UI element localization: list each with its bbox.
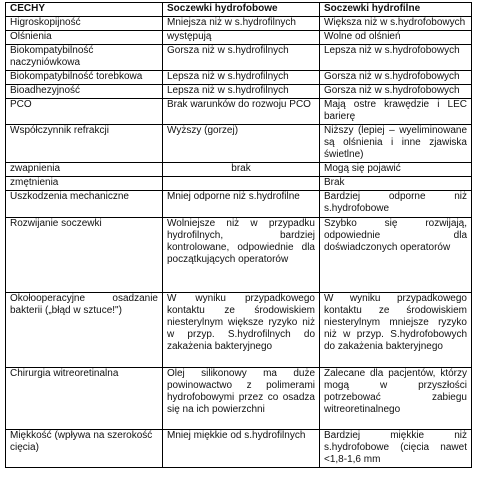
row-feature: PCO — [6, 99, 163, 125]
row-feature: Biokompatybilność torebkowa — [6, 71, 163, 85]
header-hydrophobic: Soczewki hydrofobowe — [163, 3, 320, 17]
table-row — [6, 71, 472, 85]
row-feature: Współczynnik refrakcji — [6, 125, 163, 163]
row-hydrophilic: Mają ostre krawędzie i LEC barierę — [320, 99, 472, 125]
row-feature: Biokompatybilność naczyniówkowa — [6, 45, 163, 71]
row-hydrophobic: Brak warunków do rozwoju PCO — [163, 99, 320, 125]
table-row — [6, 99, 472, 125]
header-row — [6, 3, 472, 17]
row-feature: Olśnienia — [6, 31, 163, 45]
row-feature: zwapnienia — [6, 163, 163, 177]
row-hydrophilic: Bardziej odporne niż s.hydrofobowe — [320, 191, 472, 218]
table-row — [6, 85, 472, 99]
row-hydrophobic: Mniej miękkie od s.hydrofilnych — [163, 430, 320, 468]
header-hydrophilic: Soczewki hydrofilne — [320, 3, 472, 17]
row-hydrophobic: Lepsza niż w s.hydrofilnych — [163, 85, 320, 99]
table-row — [6, 293, 472, 368]
table-row — [6, 45, 472, 71]
table-row — [6, 191, 472, 218]
table-row — [6, 17, 472, 31]
row-hydrophobic: Wolniejsze niż w przypadku hydrofilnych, bardziej kontrolowane, odpowiednie dla początkujących operatorów — [163, 218, 320, 293]
row-feature: zmętnienia — [6, 177, 163, 191]
row-feature: Miękkość (wpływa na szerokość cięcia) — [6, 430, 163, 468]
row-feature: Rozwijanie soczewki — [6, 218, 163, 293]
row-feature: Uszkodzenia mechaniczne — [6, 191, 163, 218]
row-hydrophobic: Lepsza niż w s.hydrofilnych — [163, 71, 320, 85]
table-row — [6, 31, 472, 45]
row-hydrophilic: Brak — [320, 177, 472, 191]
row-hydrophilic: Szybko się rozwijają, odpowiednie dla doświadczonych operatorów — [320, 218, 472, 293]
row-hydrophilic: Większa niż w s.hydrofobowych — [320, 17, 472, 31]
row-hydrophobic: W wyniku przypadkowego kontaktu ze środowiskiem niesterylnym większe ryzyko niż w przyp. S.hydrofilnych do zakażenia bakteryjnego — [163, 293, 320, 368]
row-hydrophilic: W wyniku przypadkowego kontaktu ze środowiskiem niesterylnym mniejsze ryzyko niż w przyp. S.hydrofobowych do zakażenia bakteryjnego — [320, 293, 472, 368]
table-row — [6, 368, 472, 430]
row-hydrophobic: Olej silikonowy ma duże powinowactwo z polimerami hydrofobowymi przez co osadza się na ich powierzchni — [163, 368, 320, 430]
row-hydrophobic: brak — [163, 163, 320, 177]
row-hydrophobic: występują — [163, 31, 320, 45]
row-feature: Chirurgia witreoretinalna — [6, 368, 163, 430]
row-feature: Higroskopijność — [6, 17, 163, 31]
row-hydrophilic: Mogą się pojawić — [320, 163, 472, 177]
comparison-table — [5, 2, 472, 468]
row-hydrophobic: Mniej odporne niż s.hydrofilne — [163, 191, 320, 218]
row-hydrophilic: Zalecane dla pacjentów, którzy mogą w przyszłości potrzebować zabiegu witreoretinalnego — [320, 368, 472, 430]
row-hydrophilic: Wolne od olśnień — [320, 31, 472, 45]
row-hydrophobic: Mniejsza niż w s.hydrofilnych — [163, 17, 320, 31]
row-hydrophilic: Gorsza niż w s.hydrofobowych — [320, 85, 472, 99]
row-hydrophilic: Lepsza niż w s.hydrofobowych — [320, 45, 472, 71]
row-hydrophilic: Bardziej miękkie niż s.hydrofobowe (cięcia nawet <1,8-1,6 mm — [320, 430, 472, 468]
header-cechy: CECHY — [6, 3, 163, 17]
row-hydrophilic: Gorsza niż w s.hydrofobowych — [320, 71, 472, 85]
table-row — [6, 218, 472, 293]
row-hydrophobic — [163, 177, 320, 191]
table-row — [6, 163, 472, 177]
row-feature: Okołooperacyjne osadzanie bakterii („błąd w sztuce!") — [6, 293, 163, 368]
row-hydrophobic: Wyższy (gorzej) — [163, 125, 320, 163]
table-row — [6, 177, 472, 191]
table-row — [6, 125, 472, 163]
row-hydrophilic: Niższy (lepiej – wyeliminowane są olśnienia i inne zjawiska świetlne) — [320, 125, 472, 163]
row-hydrophobic: Gorsza niż w s.hydrofilnych — [163, 45, 320, 71]
row-feature: Bioadhezyjność — [6, 85, 163, 99]
table-row — [6, 430, 472, 468]
